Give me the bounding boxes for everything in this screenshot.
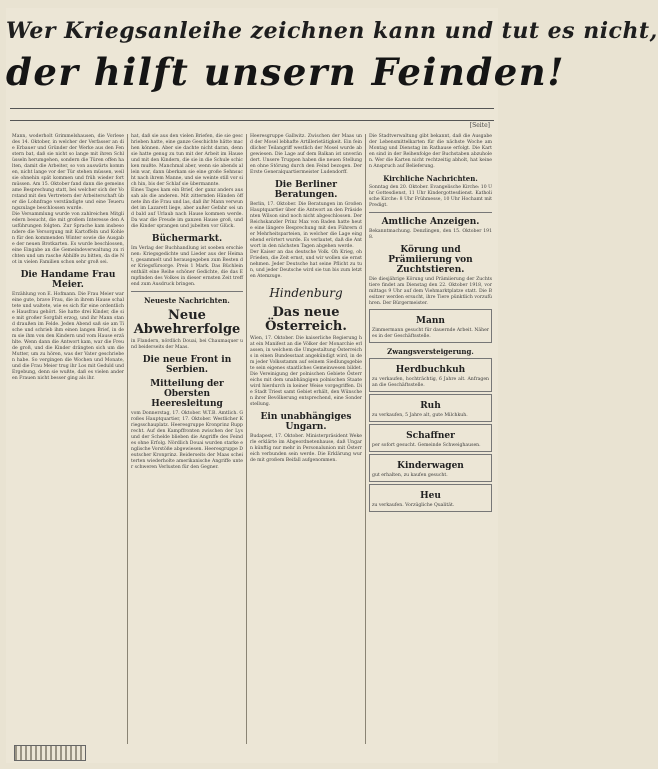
headline-line1: Wer Kriegsanleihe zeichnen kann und tut es nicht, (6, 18, 658, 44)
column-4 (369, 134, 492, 744)
column-divider (365, 134, 366, 744)
headline-rule-bottom (10, 120, 494, 121)
article-heading: Büchermarkt. (151, 234, 223, 244)
advertisement (369, 484, 492, 512)
article-heading: Die Handame Frau Meier. (20, 270, 116, 290)
section-rule (131, 291, 243, 292)
column-3 (250, 134, 362, 744)
column-1 (12, 134, 124, 744)
article-text: Berlin, 17. Oktober. Die Beratungen im Großen Hauptquartier über die Antwort an den Präsidenten Wilson sind noch nicht abgeschlossen. Der Reichskanzler Prinz Max von Baden hatte heute eine längere Besprechung mit den Führern der Mehrheitsparteien, in welcher die Lage eingehend erörtert wurde. Es verlautet, daß die Antwort in den nächsten Tagen abgehen werde. (250, 202, 362, 249)
article-heading: Kirchliche Nachrichten. (383, 174, 478, 183)
article-heading: Neueste Nachrichten. (144, 296, 230, 305)
ad-title: Mann (416, 316, 445, 326)
section-rule (369, 212, 492, 213)
article-heading: Zwangsversteigerung. (387, 347, 474, 356)
ad-title: Kinderwagen (397, 461, 464, 471)
article-text: vom Donnerstag, 17. Oktober. W.T.B. Amtlich. Großes Hauptquartier, 17. Oktober. Westlicher Kriegsschauplatz. Heeresgruppe Kronprinz Rupprecht. Auf den Kampffronten zwischen der Lys und der Schelde blieben die Angriffe des Feindes ohne Erfolg. Nördlich Douai wurden starke englische Vorstöße abgewiesen. Heeresgruppe Deutscher Kronprinz. Beiderseits der Maas scheiterten wiederholte amerikanische Angriffe unter schweren Verlusten für den Gegner. (131, 411, 243, 470)
article-heading: Die Berliner Beratungen. (274, 180, 338, 200)
advertisement (369, 358, 492, 392)
ad-title: Ruh (420, 401, 441, 411)
article-text: Sonntag den 20. Oktober. Evangelische Kirche: 10 Uhr Gottesdienst, 11 Uhr Kindergottesdienst. Katholische Kirche: 8 Uhr Frühmesse, 10 Uhr Hochamt mit Predigt. (369, 185, 492, 208)
ad-text: gut erhalten, zu kaufen gesucht. (372, 473, 448, 478)
article-text: Heeresgruppe Gallwitz. Zwischen der Maas und der Mosel lebhafte Artillerietätigkeit. Ein feindlicher Teilangriff westlich der Mosel wurde abgewiesen. Die Lage auf dem Balkan ist unverändert. Unsere Truppen haben die neuen Stellungen ohne Störung durch den Feind bezogen. Der Erste Generalquartiermeister Ludendorff. (250, 134, 362, 175)
article-heading: Neue Abwehrerfolge (133, 308, 241, 337)
article-text: Bekanntmachung. Denzlingen, den 15. Oktober 1918. (369, 229, 492, 240)
article-heading: Amtliche Anzeigen. (381, 217, 480, 227)
advertisement (369, 454, 492, 482)
article-text: Im Verlag der Buchhandlung ist soeben erschienen: Kriegsgedichte und Lieder aus der Heimat, gesammelt und herausgegeben zum Besten der Kriegsfürsorge. Preis 1 Mark. Das Büchlein enthält eine Reihe schöner Gedichte, die das Empfinden des Volkes in dieser ernsten Zeit treffend zum Ausdruck bringen. (131, 246, 243, 287)
headline-rule-top (10, 108, 494, 109)
ad-title: Schaffner (406, 431, 455, 441)
article-heading: Die neue Front in Serbien. (142, 355, 232, 375)
ad-text: zu verkaufen, 5 Jahre alt, gute Milchkuh. (372, 413, 468, 418)
signature: Hindenburg (269, 286, 343, 300)
article-text: Die Stadtverwaltung gibt bekannt, daß die Ausgabe der Lebensmittelkarten für die nächste Woche am Montag und Dienstag im Rathause erfolgt. Die Karten sind in der Reihenfolge der Buchstaben abzuholen. Wer die Karten nicht rechtzeitig abholt, hat keinen Anspruch auf Belieferung. (369, 134, 492, 169)
article-text: Die diesjährige Körung und Prämiierung der Zuchtstiere findet am Dienstag den 22. Oktober 1918, vormittags 9 Uhr auf dem Viehmarktplatze statt. Die Besitzer werden ersucht, ihre Tiere pünktlich vorzuführen. Der Bürgermeister. (369, 277, 492, 306)
article-text: hat, daß sie aus den vielen Briefen, die sie geschrieben hatte, eine ganze Geschichte hätte machen können. Aber sie dachte nicht daran, denn sie hatte genug zu tun mit der Arbeit im Hause und mit den Kindern, die sie in die Schule schicken mußte. Manchmal aber, wenn sie abends allein war, dann überkam sie eine große Sehnsucht nach ihrem Manne, und sie weinte still vor sich hin, bis der Schlaf sie übermannte. (131, 134, 243, 187)
ad-title: Heu (420, 491, 441, 501)
ad-text: per sofort gesucht. Gemeinde Schweighausen. (372, 443, 481, 448)
article-text: Eines Tages kam ein Brief, der ganz anders aussah als die anderen. Mit zitternden Händen öffnete ihn die Frau und las, daß ihr Mann verwundet im Lazarett liege, aber außer Gefahr sei und bald auf Urlaub nach Hause kommen werde. Da war die Freude im ganzen Hause groß, und die Kinder sprangen und jubelten vor Glück. (131, 188, 243, 229)
advertisement (369, 394, 492, 422)
advertisement (369, 424, 492, 452)
article-text: Mann, woderholt Grimmelshausen, die Vorlese des 14. Oktober, in welcher der Verfasser an die Erbauer und Gründer der Werke aus den Fenstern bat, daß sie nicht so lange mit ihren Schlüsseln herumgehen, sondern die Türen offen halten, damit die Arbeiter, so von auswärts kommen, nicht lange vor der Tür stehen müssen, weil sie ohnehin spät kommen und früh wieder fort müssen. Am 15. Oktober fand dann die gemeinsame Besprechung statt, bei welcher sich der Vorstand mit den Vertretern der Arbeiterschaft über die Lohnfrage verständigte und eine Teuerungszulage beschlossen wurde. (12, 134, 124, 211)
article-text: Die Versammlung wurde von zahlreichen Mitgliedern besucht, die mit großem Interesse den Ausführungen folgten. Zur Sprache kam insbesondere die Versorgung mit Kartoffeln und Kohlen für den kommenden Winter sowie die Ausgabe der neuen Brotkarten. Es wurde beschlossen, eine Eingabe an die Gemeindeverwaltung zu richten und um rasche Abhilfe zu bitten, da die Not in vielen Familien schon sehr groß sei. (12, 212, 124, 265)
article-heading: Ein unabhängiges Ungarn. (260, 412, 352, 432)
article-text: in Flandern, nördlich Douai, bei Chaumaquer und beiderseits der Maas. (131, 339, 243, 350)
article-text: Wien, 17. Oktober. Die kaiserliche Regierung hat ein Manifest an die Völker der Monarchie erlassen, in welchem die Umgestaltung Österreichs in einen Bundesstaat angekündigt wird, in dem jeder Volksstamm auf seinem Siedlungsgebiete sein eigenes staatliches Gemeinwesen bildet. Die Vereinigung der polnischen Gebiete Österreichs mit dem unabhängigen polnischen Staate wird hierdurch in keiner Weise vorgegriffen. Die Stadt Triest samt Gebiet erhält, den Wünschen ihrer Bevölkerung entsprechend, eine Sonderstellung. (250, 336, 362, 407)
headline-line2: der hilft unsern Feinden! (6, 50, 565, 94)
advertisement (369, 309, 492, 343)
newspaper-page (6, 8, 658, 763)
ad-text: Zimmermann gesucht für dauernde Arbeit. Näheres in der Geschäftsstelle. (372, 328, 489, 339)
article-text: Budapest, 17. Oktober. Ministerpräsident Wekerle erklärte im Abgeordnetenhause, daß Ungarn künftig nur mehr in Personalunion mit Österreich verbunden sein werde. Die Erklärung wurde mit großem Beifall aufgenommen. (250, 434, 362, 463)
article-heading: Das neue Österreich. (265, 305, 347, 334)
article-text: Der Kaiser an das deutsche Volk. Oh Krieg, oh Frieden, die Zeit ernst, und wir wollen sie ernst nehmen. Jeder Deutsche hat seine Pflicht zu tun, und jeder Deutsche wird sie tun bis zum letzten Atemzuge. (250, 250, 362, 279)
column-divider (246, 134, 247, 744)
column-divider (127, 134, 128, 744)
column-2 (131, 134, 243, 744)
page-number: [Seite] (469, 122, 490, 129)
article-heading: Körung und Prämiierung von Zuchtstieren. (388, 245, 473, 275)
ad-title: Herdbuchkuh (395, 365, 466, 375)
ad-text: zu verkaufen. Vorzügliche Qualität. (372, 503, 455, 508)
archive-stamp-image (14, 745, 86, 761)
article-heading: Mitteilung der Obersten Heeresleitung (150, 379, 224, 409)
article-text: Erzählung von E. Hofmann. Die Frau Meier war eine gute, brave Frau, die in ihrem Hause schaltete und waltete, wie es sich für eine ordentliche Hausfrau gehört. Sie hatte drei Kinder, die sie mit großer Sorgfalt erzog, und ihr Mann stand draußen im Felde. Jeden Abend saß sie am Tische und schrieb ihm einen langen Brief, in dem sie ihm von den Kindern und vom Hause erzählte. Wenn dann die Antwort kam, war die Freude groß, und die Kinder drängten sich um die Mutter, um zu hören, was der Vater geschrieben habe. So vergingen die Wochen und Monate, und die Frau Meier trug ihr Los mit Geduld und Ergebung, denn sie wußte, daß es vielen anderen Frauen nicht besser ging als ihr. (12, 292, 124, 381)
ad-text: zu verkaufen, hochträchtig, 6 Jahre alt. Anfragen an die Geschäftsstelle. (372, 377, 489, 388)
